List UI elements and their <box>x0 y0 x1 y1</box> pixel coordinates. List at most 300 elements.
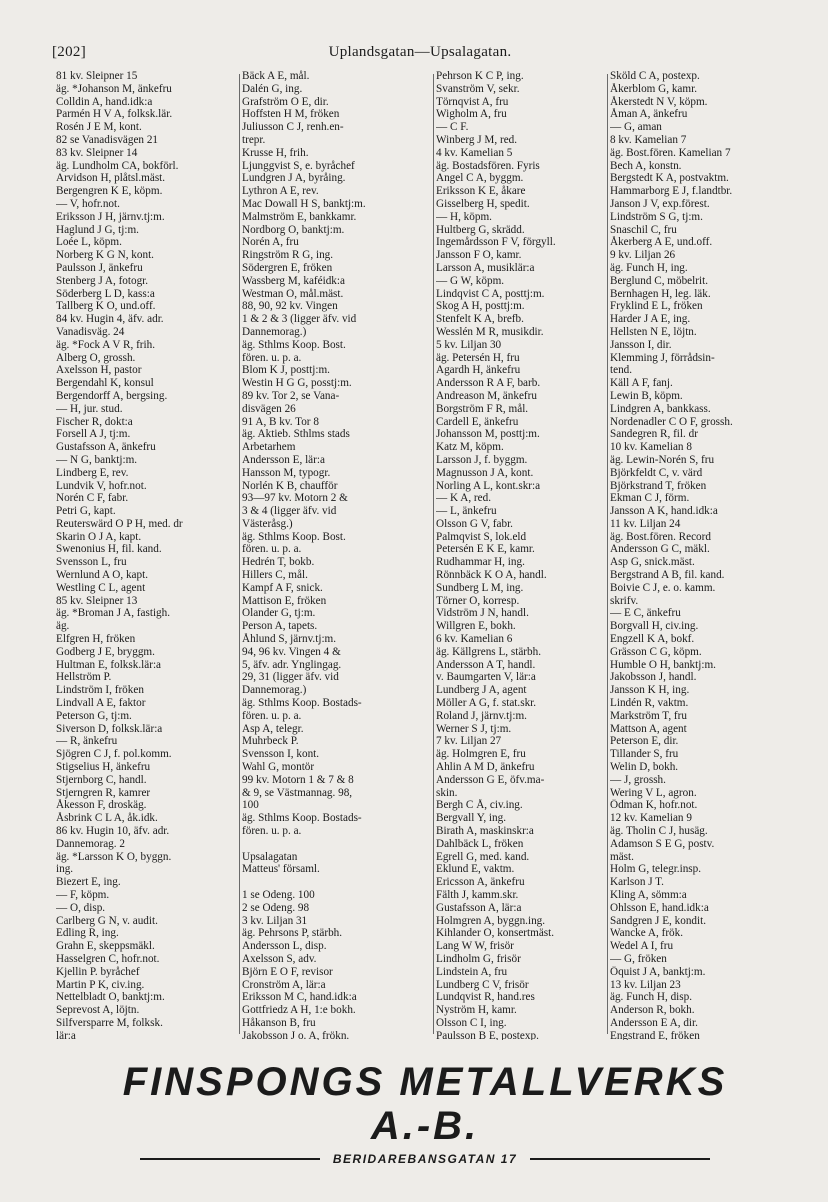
directory-entry: Öquist J A, banktj:m. <box>610 965 706 978</box>
directory-entry: Bergendorff A, bergsing. <box>56 389 168 402</box>
directory-entry: Wedel A I, fru <box>610 940 674 953</box>
directory-entry: disvägen 26 <box>242 402 296 415</box>
directory-entry: Asp G, snick.mäst. <box>610 556 695 569</box>
directory-entry: 3 & 4 (ligger äfv. vid <box>242 505 337 518</box>
directory-entry: Biezert E, ing. <box>56 876 121 889</box>
directory-entry: Kampf A F, snick. <box>242 581 323 594</box>
directory-entry: Västeråsg.) <box>242 517 293 530</box>
directory-entry: Kling A, sömm:a <box>610 889 687 901</box>
directory-entry: Skog A H, posttj:m. <box>436 300 525 313</box>
directory-entry: Eriksson K E, åkare <box>436 185 526 198</box>
directory-entry: 11 kv. Liljan 24 <box>610 517 681 530</box>
column-1 <box>56 70 238 1040</box>
directory-entry: Loée L, köpm. <box>56 236 122 249</box>
directory-entry: Gisselberg H, spedit. <box>436 197 530 210</box>
directory-entry: Asp A, telegr. <box>242 722 304 735</box>
directory-entry: Egrell G, med. kand. <box>436 850 530 863</box>
directory-entry: Nordenadler C O F, grossh. <box>610 415 733 428</box>
directory-entry: Ericsson A, änkefru <box>436 876 525 889</box>
directory-entry: Jansson K H, ing. <box>610 684 690 697</box>
directory-entry: Lindstein A, fru <box>436 965 508 978</box>
directory-entry: Godberg J E, bryggm. <box>56 645 155 658</box>
directory-entry: — O, disp. <box>56 901 106 914</box>
directory-entry: Norberg K G N, kont. <box>56 249 154 262</box>
directory-entry: Carlberg G N, v. audit. <box>56 914 158 927</box>
directory-entry: Stjerngren R, kamrer <box>56 786 151 799</box>
directory-entry: äg. *Broman J A, fastigh. <box>56 607 171 620</box>
directory-entry: Hammarborg E J, f.landtbr. <box>610 185 733 198</box>
directory-entry: äg. Aktieb. Sthlms stads <box>242 428 350 441</box>
column-divider <box>433 74 434 1034</box>
directory-entry: äg. Bost.fören. Kamelian 7 <box>610 146 731 159</box>
directory-entry: Hoffsten H M, fröken <box>242 108 340 121</box>
directory-entry: äg. Lewin-Norén S, fru <box>610 453 715 466</box>
directory-entry: — K A, red. <box>436 492 491 505</box>
directory-entry: Lindvall A E, faktor <box>56 697 146 710</box>
directory-entry: äg. Sthlms Koop. Bost. <box>242 338 346 351</box>
directory-entry: Nyström H, kamr. <box>436 1004 517 1017</box>
directory-entry: Eriksson M C, hand.idk:a <box>242 991 357 1004</box>
directory-entry: äg. Sthlms Koop. Bostads- <box>242 697 362 710</box>
directory-entry: trepr. <box>242 133 266 146</box>
directory-entry: äg. Bost.fören. Record <box>610 530 711 543</box>
directory-entry: 2 se Odeng. 98 <box>242 901 310 914</box>
directory-entry: Åkerberg A E, und.off. <box>610 236 713 249</box>
directory-entry: Wassberg M, kaféidk:a <box>242 274 345 287</box>
directory-entry: Jakobsson J, handl. <box>610 671 697 684</box>
directory-entry: Möller A G, f. stat.skr. <box>436 697 537 710</box>
directory-entry: 82 se Vanadisvägen 21 <box>56 133 159 146</box>
directory-entry: Jakobsson J o. A, frökn. <box>242 1029 350 1040</box>
directory-entry: Willgren E, bokh. <box>436 620 516 633</box>
directory-entry: Björkfeldt C, v. värd <box>610 466 703 479</box>
directory-entry: 1 se Odeng. 100 <box>242 889 315 901</box>
column-divider <box>607 74 608 1034</box>
directory-entry: Andersson A T, handl. <box>436 658 536 671</box>
directory-entry: Norén A, fru <box>242 236 299 249</box>
directory-entry: — E C, änkefru <box>610 607 681 620</box>
directory-entry: Norling A L, kont.skr:a <box>436 479 541 492</box>
directory-entry: Törnqvist A, fru <box>436 95 509 108</box>
directory-entry: Krusse H, frih. <box>242 146 309 159</box>
directory-entry: 6 kv. Kamelian 6 <box>436 633 513 646</box>
directory-entry: Wesslén M R, musikdir. <box>436 325 544 338</box>
page-header <box>52 44 788 64</box>
directory-entry: Adamson S E G, postv. <box>610 837 715 850</box>
directory-entry: Söderberg L D, kass:a <box>56 287 155 300</box>
directory-entry: Ödman K, hofr.not. <box>610 799 698 812</box>
directory-entry: Åkerstedt N V, köpm. <box>610 95 708 108</box>
directory-entry: Hultman E, folksk.lär:a <box>56 658 162 671</box>
advertisement-subline: BERIDAREBANSGATAN 17 <box>327 1152 523 1166</box>
directory-entry: Werner S J, tj:m. <box>436 722 512 735</box>
directory-entry: Bergh C Å, civ.ing. <box>436 799 523 812</box>
directory-entry: Wancke A, frök. <box>610 927 684 940</box>
directory-entry: Rosén J E M, kont. <box>56 121 142 134</box>
directory-entry: 29, 31 (ligger äfv. vid <box>242 671 339 684</box>
directory-entry: Arbetarhem <box>242 441 296 454</box>
column-3 <box>436 70 606 1040</box>
directory-entry: Westin H G G, posstj:m. <box>242 377 352 390</box>
directory-entry: Hellsten N E, löjtn. <box>610 325 697 338</box>
directory-entry: Elfgren H, fröken <box>56 633 136 646</box>
directory-entry: Bergendahl K, konsul <box>56 377 154 390</box>
directory-entry: — C F. <box>436 121 469 134</box>
directory-entry: 94, 96 kv. Vingen 4 & <box>242 645 341 658</box>
directory-entry: Svensson I, kont. <box>242 748 320 761</box>
directory-entry: Hultberg G, skrädd. <box>436 223 525 236</box>
directory-entry: — F, köpm. <box>56 889 110 901</box>
directory-entry: äg. Lundholm CA, bokförl. <box>56 159 179 172</box>
directory-entry: Ljunggvist S, e. byråchef <box>242 159 355 172</box>
directory-entry: Dannemorag.) <box>242 325 307 338</box>
column-divider <box>239 74 240 1034</box>
directory-entry: Gustafsson A, änkefru <box>56 441 156 454</box>
directory-entry: 100 <box>242 799 259 812</box>
directory-entry: Bergstrand A B, fil. kand. <box>610 569 725 582</box>
directory-entry: Agardh H, änkefru <box>436 364 521 377</box>
directory-entry: 91 A, B kv. Tor 8 <box>242 415 319 428</box>
directory-entry: Alberg O, grossh. <box>56 351 136 364</box>
directory-entry: äg. Funch H, ing. <box>610 261 688 274</box>
directory-entry: Engstrand E, fröken <box>610 1029 700 1040</box>
directory-entry: Lindström S G, tj:m. <box>610 210 703 223</box>
directory-entry: Colldin A, hand.idk:a <box>56 95 153 108</box>
advertisement-rule-left <box>140 1158 320 1160</box>
directory-entry: Ingemårdsson F V, förgyll. <box>436 236 556 249</box>
directory-entry: Lythron A E, rev. <box>242 185 319 198</box>
directory-entry: Stjernborg C, handl. <box>56 773 147 786</box>
directory-columns <box>56 70 786 1040</box>
directory-entry: Fryklind E L, fröken <box>610 300 703 313</box>
directory-entry: — H, köpm. <box>436 210 492 223</box>
directory-entry <box>242 876 432 889</box>
directory-entry: Andersson G C, mäkl. <box>610 543 710 556</box>
directory-entry: Andersson L, disp. <box>242 940 327 953</box>
directory-entry: 89 kv. Tor 2, se Vana- <box>242 389 340 402</box>
directory-entry: fören. u. p. a. <box>242 709 302 722</box>
directory-entry: Törner O, korresp. <box>436 594 520 607</box>
directory-entry: Stigselius H, änkefru <box>56 761 151 774</box>
directory-entry: Jansson A K, hand.idk:a <box>610 505 718 518</box>
directory-entry: Snaschil C, fru <box>610 223 677 236</box>
directory-entry: Markström T, fru <box>610 709 687 722</box>
directory-entry: Anderson R, bokh. <box>610 1004 695 1017</box>
directory-entry: Matteus' församl. <box>242 863 320 876</box>
directory-entry: Olsson C I, ing. <box>436 1016 507 1029</box>
directory-entry: Seprevost A, löjtn. <box>56 1004 140 1017</box>
directory-entry: Skarin O J A, kapt. <box>56 530 142 543</box>
directory-entry: Olander G, tj:m. <box>242 607 316 620</box>
directory-entry: 99 kv. Motorn 1 & 7 & 8 <box>242 773 354 786</box>
directory-entry: Angel C A, byggm. <box>436 172 524 185</box>
directory-entry: Karlson J T. <box>610 876 664 889</box>
directory-entry: Lundgren J A, byråing. <box>242 172 346 185</box>
directory-entry: Sandegren R, fil. dr <box>610 428 698 441</box>
directory-entry: Lang W W, frisör <box>436 940 514 953</box>
directory-entry: Olsson G V, fabr. <box>436 517 513 530</box>
directory-entry: Käll A F, fanj. <box>610 377 673 390</box>
directory-entry: äg. Petersén H, fru <box>436 351 520 364</box>
directory-entry: Gustafsson A, lär:a <box>436 901 522 914</box>
directory-entry: v. Baumgarten V, lär:a <box>436 671 536 684</box>
directory-entry: Norlén K B, chaufför <box>242 479 338 492</box>
directory-entry: äg. Sthlms Koop. Bostads- <box>242 812 362 825</box>
directory-entry: Lewin B, köpm. <box>610 389 683 402</box>
directory-entry: Swenonius H, fil. kand. <box>56 543 162 556</box>
directory-entry: Blom K J, posttj:m. <box>242 364 330 377</box>
directory-entry: — V, hofr.not. <box>56 197 120 210</box>
directory-entry: Cronström A, lär:a <box>242 978 326 991</box>
directory-entry: Peterson G, tj:m. <box>56 709 132 722</box>
directory-entry: Ekman C J, förm. <box>610 492 690 505</box>
directory-entry: Sköld C A, postexp. <box>610 70 700 82</box>
directory-entry: Åkerblom G, kamr. <box>610 82 697 95</box>
directory-entry: 13 kv. Liljan 23 <box>610 978 681 991</box>
directory-entry: äg. <box>56 620 70 633</box>
directory-entry: Welin D, bokh. <box>610 761 679 774</box>
directory-entry: Fischer R, dokt:a <box>56 415 133 428</box>
directory-entry: äg. Tholin C J, husäg. <box>610 825 708 838</box>
directory-entry: Martin P K, civ.ing. <box>56 978 145 991</box>
directory-entry: äg. Källgrens L, stärbh. <box>436 645 542 658</box>
directory-entry: Holm G, telegr.insp. <box>610 863 702 876</box>
directory-entry: Jansson F O, kamr. <box>436 249 522 262</box>
directory-entry: 7 kv. Liljan 27 <box>436 735 502 748</box>
directory-entry: — J, grossh. <box>610 773 666 786</box>
directory-entry: Parmén H V A, folksk.lär. <box>56 108 173 121</box>
directory-entry: Reuterswärd O P H, med. dr <box>56 517 183 530</box>
directory-entry: lär:a <box>56 1029 76 1040</box>
directory-entry: Lindström I, fröken <box>56 684 144 697</box>
column-2 <box>242 70 432 1040</box>
directory-entry: Lundqvist R, hand.res <box>436 991 535 1004</box>
directory-entry: 9 kv. Liljan 26 <box>610 249 676 262</box>
directory-entry: Berglund C, möbelrit. <box>610 274 708 287</box>
directory-entry: Bergvall Y, ing. <box>436 812 507 825</box>
directory-entry: Arvidson H, plåtsl.mäst. <box>56 172 166 185</box>
directory-entry: Bergstedt K A, postvaktm. <box>610 172 729 185</box>
directory-entry: Grahn E, skeppsmäkl. <box>56 940 155 953</box>
directory-entry: fören. u. p. a. <box>242 543 302 556</box>
directory-entry: 1 & 2 & 3 (ligger äfv. vid <box>242 313 357 326</box>
directory-entry: Ringström R G, ing. <box>242 249 334 262</box>
directory-entry: Vanadisväg. 24 <box>56 325 125 338</box>
directory-entry: Tillander S, fru <box>610 748 679 761</box>
directory-entry: 81 kv. Sleipner 15 <box>56 70 138 82</box>
directory-entry: Norén C F, fabr. <box>56 492 129 505</box>
directory-entry: 5, äfv. adr. Ynglingag. <box>242 658 342 671</box>
directory-entry: Gottfriedz A H, 1:e bokh. <box>242 1004 356 1017</box>
directory-entry: 10 kv. Kamelian 8 <box>610 441 692 454</box>
directory-entry: fören. u. p. a. <box>242 351 302 364</box>
directory-entry: äg. Funch H, disp. <box>610 991 693 1004</box>
directory-entry: — L, änkefru <box>436 505 497 518</box>
directory-entry: — G, fröken <box>610 952 667 965</box>
directory-entry: Vidström J N, handl. <box>436 607 529 620</box>
directory-entry: skin. <box>436 786 458 799</box>
directory-entry: 84 kv. Hugin 4, äfv. adr. <box>56 313 164 326</box>
directory-entry: Åkesson F, droskäg. <box>56 799 147 812</box>
directory-entry: Axelsson H, pastor <box>56 364 142 377</box>
directory-entry: Boivie C J, e. o. kamm. <box>610 581 716 594</box>
directory-entry: Grässon C G, köpm. <box>610 645 702 658</box>
directory-entry: Eklund E, vaktm. <box>436 863 515 876</box>
advertisement-headline: FINSPONGS METALLVERKS A.-B. <box>122 1060 728 1148</box>
directory-entry: Janson J V, exp.förest. <box>610 197 710 210</box>
directory-entry: Hellström P. <box>56 671 112 684</box>
page-title: Uplandsgatan—Upsalagatan. <box>328 44 512 60</box>
directory-entry: Dannemorag.) <box>242 684 307 697</box>
directory-entry: 85 kv. Sleipner 13 <box>56 594 138 607</box>
directory-entry: Eriksson J H, järnv.tj:m. <box>56 210 165 223</box>
directory-entry: Mattison E, fröken <box>242 594 327 607</box>
directory-entry: äg. Pehrsons P, stärbh. <box>242 927 343 940</box>
directory-entry: Lindberg E, rev. <box>56 466 129 479</box>
directory-entry: Westling C L, agent <box>56 581 146 594</box>
directory-entry: Åsbrink C L A, åk.idk. <box>56 812 158 825</box>
directory-entry: — G, aman <box>610 121 662 134</box>
directory-entry: 4 kv. Kamelian 5 <box>436 146 513 159</box>
directory-entry: Hedrén T, bokb. <box>242 556 315 569</box>
directory-entry: Malmström E, bankkamr. <box>242 210 357 223</box>
directory-entry: Siverson D, folksk.lär:a <box>56 722 163 735</box>
directory-entry: Person A, tapets. <box>242 620 318 633</box>
directory-entry: Wering V L, agron. <box>610 786 697 799</box>
directory-entry: Paulsson B E, postexp. <box>436 1029 539 1040</box>
directory-entry: Lindén R, vaktm. <box>610 697 689 710</box>
directory-entry: Södergren E, fröken <box>242 261 333 274</box>
directory-entry: Klemming J, förrådsin- <box>610 351 715 364</box>
directory-entry: Lindholm G, frisör <box>436 952 521 965</box>
directory-entry: Jansson I, dir. <box>610 338 672 351</box>
directory-entry: Mattson A, agent <box>610 722 687 735</box>
directory-entry: Ohlsson E, hand.idk:a <box>610 901 709 914</box>
directory-entry: Wernlund A O, kapt. <box>56 569 149 582</box>
directory-entry: äg. *Larsson K O, byggn. <box>56 850 172 863</box>
directory-entry: fören. u. p. a. <box>242 825 302 838</box>
directory-entry: äg. *Johanson M, änkefru <box>56 82 172 95</box>
advertisement-rule-right <box>530 1158 710 1160</box>
directory-entry: Mac Dowall H S, banktj:m. <box>242 197 366 210</box>
directory-entry: Andersson R A F, barb. <box>436 377 541 390</box>
directory-entry: Sandgren J E, kondit. <box>610 914 707 927</box>
directory-entry: Svensson L, fru <box>56 556 127 569</box>
directory-entry: Birath A, maskinskr:a <box>436 825 534 838</box>
directory-entry: Stenberg J A, fotogr. <box>56 274 149 287</box>
directory-entry: Sjögren C J, f. pol.komm. <box>56 748 172 761</box>
directory-entry: Håkanson B, fru <box>242 1016 316 1029</box>
directory-entry: 3 kv. Liljan 31 <box>242 914 308 927</box>
directory-entry: Hillers C, mål. <box>242 569 308 582</box>
directory-entry: Larsson J, f. byggm. <box>436 453 528 466</box>
directory-entry: Wahl G, montör <box>242 761 315 774</box>
directory-entry: Katz M, köpm. <box>436 441 504 454</box>
directory-entry: äg. *Fock A V R, frih. <box>56 338 156 351</box>
directory-entry: 93—97 kv. Motorn 2 & <box>242 492 348 505</box>
directory-entry: Roland J, järnv.tj:m. <box>436 709 527 722</box>
directory-entry: Paulsson J, änkefru <box>56 261 143 274</box>
directory-entry: Sundberg L M, ing. <box>436 581 524 594</box>
directory-entry: Muhrbeck P. <box>242 735 299 748</box>
directory-entry: Andersson G E, öfv.ma- <box>436 773 545 786</box>
directory-entry: Bäck A E, mål. <box>242 70 310 82</box>
directory-entry <box>242 838 432 851</box>
directory-entry: — N G, banktj:m. <box>56 453 138 466</box>
directory-entry: — H, jur. stud. <box>56 402 123 415</box>
directory-entry: 8 kv. Kamelian 7 <box>610 133 687 146</box>
directory-entry: Edling R, ing. <box>56 927 119 940</box>
directory-entry: Bergengren K E, köpm. <box>56 185 163 198</box>
directory-entry: Westman O, mål.mäst. <box>242 287 344 300</box>
column-4 <box>610 70 786 1040</box>
directory-entry: Upsalagatan <box>242 850 298 863</box>
directory-entry: Haglund J G, tj:m. <box>56 223 139 236</box>
directory-entry: Ahlin A M D, änkefru <box>436 761 535 774</box>
directory-entry: Hasselgren C, hofr.not. <box>56 952 160 965</box>
directory-entry: Forsell A J, tj:m. <box>56 428 131 441</box>
directory-entry: äg. Holmgren E, fru <box>436 748 526 761</box>
directory-entry: Palmqvist S, lok.eld <box>436 530 527 543</box>
directory-entry: tend. <box>610 364 633 377</box>
directory-entry: Stenfelt K A, brefb. <box>436 313 524 326</box>
directory-entry: Magnusson J A, kont. <box>436 466 534 479</box>
directory-entry: 86 kv. Hugin 10, äfv. adr. <box>56 825 170 838</box>
directory-entry: Andreason M, änkefru <box>436 389 537 402</box>
directory-entry: Petersén E K E, kamr. <box>436 543 535 556</box>
directory-entry: 83 kv. Sleipner 14 <box>56 146 138 159</box>
directory-entry: Andersson E A, dir. <box>610 1016 698 1029</box>
directory-entry: & 9, se Västmannag. 98, <box>242 786 353 799</box>
directory-entry: Svanström V, sekr. <box>436 82 520 95</box>
directory-entry: Grafström O E, dir. <box>242 95 329 108</box>
advertisement-subline-row <box>100 1150 750 1168</box>
directory-entry: Rudhammar H, ing. <box>436 556 525 569</box>
directory-entry: Åman A, änkefru <box>610 108 688 121</box>
directory-entry: Lundberg C V, frisör <box>436 978 529 991</box>
directory-entry: Kjellin P. byråchef <box>56 965 140 978</box>
directory-entry: skrifv. <box>610 594 639 607</box>
directory-entry: Kihlander O, konsertmäst. <box>436 927 555 940</box>
directory-entry: 12 kv. Kamelian 9 <box>610 812 692 825</box>
directory-entry: Fälth J, kamm.skr. <box>436 889 519 901</box>
directory-entry: Dalén G, ing. <box>242 82 303 95</box>
directory-entry: Åhlund S, järnv.tj:m. <box>242 633 337 646</box>
directory-entry: Rönnbäck K O A, handl. <box>436 569 547 582</box>
directory-entry: Borgström F R, mål. <box>436 402 529 415</box>
directory-entry: Holmgren A, byggn.ing. <box>436 914 546 927</box>
directory-entry: Dannemorag. 2 <box>56 837 125 850</box>
directory-entry: Cardell E, änkefru <box>436 415 519 428</box>
directory-entry: Humble O H, banktj:m. <box>610 658 716 671</box>
directory-entry: Tallberg K O, und.off. <box>56 300 156 313</box>
directory-entry: 5 kv. Liljan 30 <box>436 338 502 351</box>
directory-entry: Hansson M, typogr. <box>242 466 331 479</box>
directory-entry: Juliusson C J, renh.en- <box>242 121 344 134</box>
directory-entry: Bech A, konstn. <box>610 159 682 172</box>
directory-entry: ing. <box>56 863 74 876</box>
directory-entry: Petri G, kapt. <box>56 505 116 518</box>
directory-entry: Larsson A, musiklär:a <box>436 261 535 274</box>
directory-entry: Johansson M, posttj:m. <box>436 428 540 441</box>
directory-entry: Wigholm A, fru <box>436 108 507 121</box>
directory-entry: Bernhagen H, leg. läk. <box>610 287 711 300</box>
directory-entry: Björkstrand T, fröken <box>610 479 707 492</box>
directory-entry: Björn E O F, revisor <box>242 965 333 978</box>
directory-entry: Nordborg O, banktj:m. <box>242 223 345 236</box>
directory-entry: 88, 90, 92 kv. Vingen <box>242 300 338 313</box>
directory-entry: Winberg J M, red. <box>436 133 518 146</box>
